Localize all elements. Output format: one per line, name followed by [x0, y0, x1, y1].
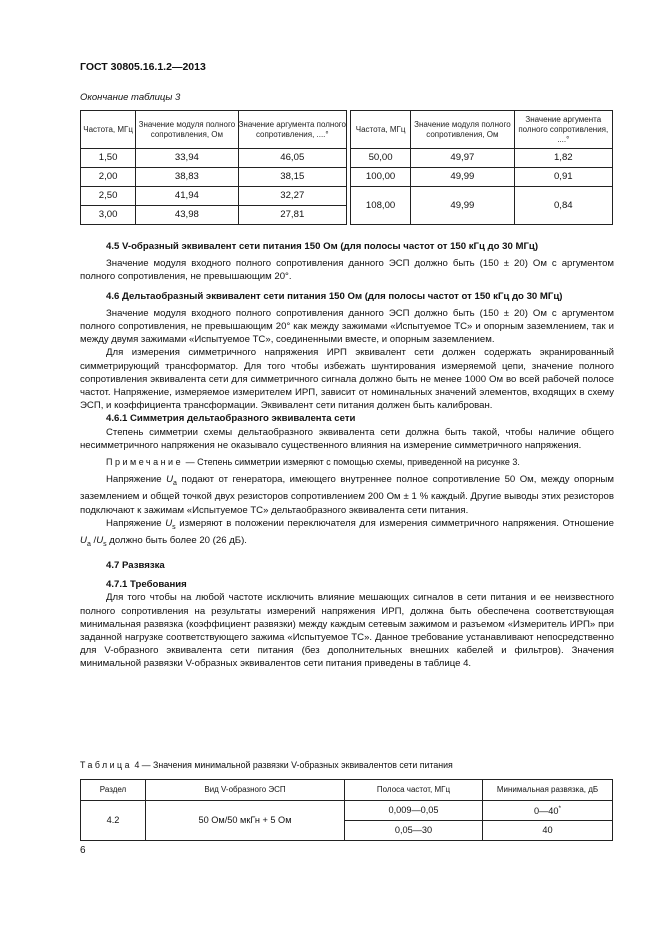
- section-4-6-paragraph: Для измерения симметричного напряжения ИРП эквивалент сети должен содержать экранированный симметрирующий трансформатор. Для того чтобы избежать шунтирования измеряемой цепи, значение полного сопротивления эквивалента сети для симметричного сигнала должно быть не менее 1000 Ом во всей рабочей полосе частот. Напряжение, измеряемое измерителем ИРП, зависит от номинальных значений элементов, входящих в схему ЭСП, и коэффициента трансформации. Эквивалент сети питания должен быть калиброван.: [80, 347, 614, 412]
- note-text: — Степень симметрии измеряют с помощью схемы, приведенной на рисунке 3.: [183, 457, 520, 468]
- table4-cell-band: 0,009—0,05: [345, 801, 483, 821]
- table4-caption-label: Таблица: [80, 760, 132, 770]
- section-4-5-heading: 4.5 V-образный эквивалент сети питания 150 Ом (для полосы частот от 150 кГц до 30 МГц): [106, 241, 539, 252]
- table3-header: Значение модуля полного сопротивления, Ом: [411, 111, 514, 149]
- section-4-6-1-paragraph: Степень симметрии схемы дельтаобразного эквивалента сети должна быть такой, чтобы наличие общего несимметричного напряжения не оказывало существенного влияния на измерение симметричного напряжения.: [80, 426, 614, 451]
- table-3: [80, 110, 613, 225]
- symbol-subscript: s: [172, 523, 176, 531]
- table3-header: Частота, МГц: [350, 111, 410, 149]
- table3-caption: Окончание таблицы 3: [80, 92, 181, 103]
- table4-cell-section: 4.2: [81, 801, 146, 841]
- table3-cell: 0,84: [514, 187, 612, 225]
- table3-cell: 100,00: [350, 168, 410, 187]
- table3-cell: 49,97: [411, 149, 514, 168]
- table3-header: Частота, МГц: [81, 111, 136, 149]
- table4-header: Полоса частот, МГц: [345, 780, 483, 801]
- ratio-slash: /: [90, 534, 97, 546]
- section-4-7-heading: 4.7 Развязка: [106, 559, 165, 571]
- table3-cell: 49,99: [411, 168, 514, 187]
- section-4-5-paragraph: Значение модуля входного полного сопротивления данного ЭСП должно быть (150 ± 20) Ом с аргументом полного сопротивления, не превышающим 20°.: [80, 258, 614, 283]
- text-fragment: Напряжение: [106, 474, 167, 486]
- table3-cell: 3,00: [81, 206, 136, 225]
- section-4-7-1-paragraph: Для того чтобы на любой частоте исключить влияние мешающих сигналов в сети питания и ее неизвестного полного сопротивления на результаты измерений напряжения ИРП, должна быть обеспечена соответствующая минимальная развязка (коэффициент развязки) между каждым сетевым зажимом и разъемом «Измеритель ИРП» при заданной нагрузке соответствующего зажима «Испытуемое ТС». Данное требование устанавливают непосредственно для V-образного эквивалента сети питания (без дополнительных внешних кабелей и фильтров). Значения минимальной развязки V-образных эквивалентов сети питания приведены в таблице 4.: [80, 592, 614, 670]
- table3-cell: 27,81: [238, 206, 346, 225]
- table3-header: Значение модуля полного сопротивления, Ом: [136, 111, 238, 149]
- footnote-mark: *: [558, 805, 562, 813]
- table3-header: Значение аргумента полного сопротивления, ....°: [514, 111, 612, 149]
- table-4: [80, 779, 613, 841]
- table4-header: Минимальная развязка, дБ: [483, 780, 613, 801]
- symbol-subscript: a: [173, 480, 177, 488]
- table3-cell: 1,50: [81, 149, 136, 168]
- table3-cell: 49,99: [411, 187, 514, 225]
- value-text: 0—40: [533, 806, 559, 817]
- table3-cell: 33,94: [136, 149, 238, 168]
- table4-cell-value: [483, 801, 613, 821]
- table3-cell: 2,50: [81, 187, 136, 206]
- table3-cell: 2,00: [81, 168, 136, 187]
- table4-cell-band: 0,05—30: [345, 821, 483, 841]
- page-number: 6: [80, 845, 86, 856]
- note-label: Примечание: [106, 457, 184, 468]
- table3-cell: 32,27: [238, 187, 346, 206]
- table3-cell: 1,82: [514, 149, 612, 168]
- symbol-u: U: [166, 474, 174, 486]
- section-4-6-1-paragraph: [80, 517, 614, 551]
- section-4-6-1-heading: 4.6.1 Симметрия дельтаобразного эквивалента сети: [106, 413, 356, 425]
- document-header: ГОСТ 30805.16.1.2—2013: [80, 61, 206, 73]
- table3-cell: 43,98: [136, 206, 238, 225]
- table3-cell: 41,94: [136, 187, 238, 206]
- table4-cell-value: 40: [483, 821, 613, 841]
- table3-cell: 38,83: [136, 168, 238, 187]
- symbol-u: U: [80, 534, 87, 546]
- table4-caption-text: 4 — Значения минимальной развязки V-образных эквивалентов сети питания: [132, 760, 453, 770]
- symbol-u: U: [96, 534, 104, 546]
- table3-cell: 0,91: [514, 168, 612, 187]
- text-fragment: подают от генератора, имеющего внутреннее полное сопротивление 50 Ом, между опорным заземлением и общей точкой двух резисторов сопротивлением 200 Ом ± 1 % каждый. Другие выводы этих резисторов подключают к зажимам «Испытуемое ТС» дельтаобразного эквивалента сети питания.: [80, 474, 614, 516]
- table4-caption: [80, 759, 453, 772]
- table3-cell: 46,05: [238, 149, 346, 168]
- section-4-7-1-heading: 4.7.1 Требования: [106, 579, 187, 591]
- body-text: [80, 240, 614, 671]
- section-4-6-heading: 4.6 Дельтаобразный эквивалент сети питания 150 Ом (для полосы частот от 150 кГц до 30 МГц): [106, 290, 563, 302]
- table3-header: Значение аргумента полного сопротивления, ....°: [238, 111, 346, 149]
- section-4-6-paragraph: Значение модуля входного полного сопротивления данного ЭСП должно быть (150 ± 20) Ом с аргументом полного сопротивления, не превышающим 20° как между зажимами «Испытуемое ТС» и опорным заземлением, так и между двумя зажимами «Испытуемое ТС», соединенными вместе, и опорным заземлением.: [80, 307, 614, 346]
- text-fragment: Напряжение: [106, 517, 166, 529]
- table3-cell: 38,15: [238, 168, 346, 187]
- section-4-6-1-paragraph: [80, 473, 614, 517]
- table4-header: Вид V-образного ЭСП: [146, 780, 345, 801]
- table4-header: Раздел: [81, 780, 146, 801]
- symbol-subscript: a: [86, 540, 91, 548]
- symbol-u: U: [165, 517, 173, 529]
- table3-cell: 50,00: [350, 149, 410, 168]
- symbol-subscript: s: [103, 540, 107, 548]
- note: [80, 456, 614, 469]
- text-fragment: измеряют в положении переключателя для измерения симметричного напряжения. Отношение: [175, 517, 614, 529]
- table4-cell-type: 50 Ом/50 мкГн + 5 Ом: [146, 801, 345, 841]
- table3-cell: 108,00: [350, 187, 410, 225]
- text-fragment: должно быть более 20 (26 дБ).: [106, 534, 247, 546]
